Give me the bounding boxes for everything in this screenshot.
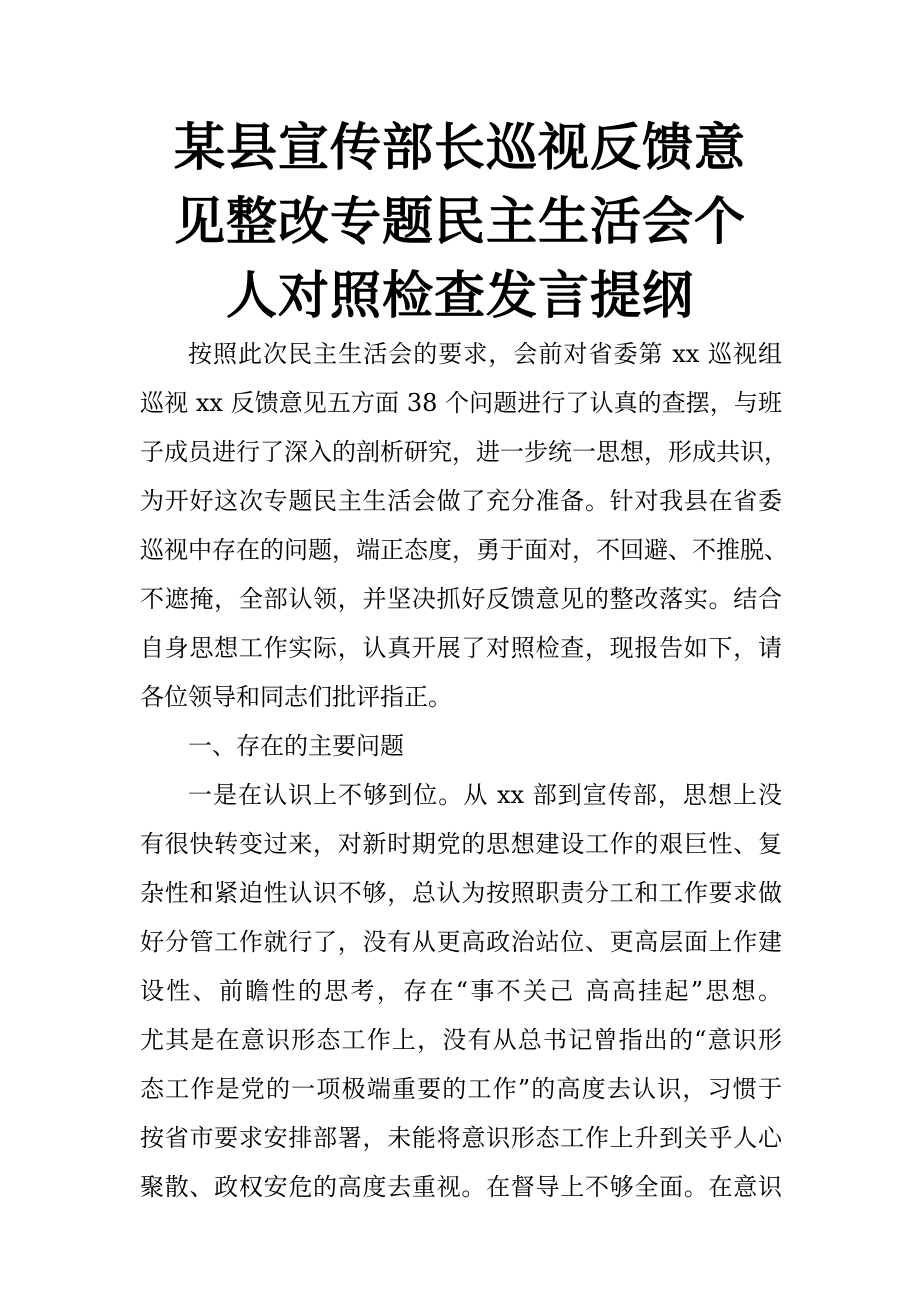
section-paragraph	[140, 771, 782, 1212]
text-line: 尤其是在意识形态工作上，没有从总书记曾指出的“意识形	[140, 1026, 782, 1054]
text-line: 为开好这次专题民主生活会做了充分准备。针对我县在省委	[140, 487, 782, 515]
title-line: 见整改专题民主生活会个	[173, 193, 746, 252]
text-line: 巡视中存在的问题，端正态度，勇于面对，不回避、不推脱、	[140, 536, 788, 564]
text-line: 好分管工作就行了，没有从更高政治站位、更高层面上作建	[140, 928, 782, 956]
text-line: 聚散、政权安危的高度去重视。在督导上不够全面。在意识	[140, 1173, 782, 1201]
section-heading	[140, 722, 782, 771]
text-line: 自身思想工作实际，认真开展了对照检查，现报告如下，请	[140, 634, 782, 662]
text-line: 不遮掩，全部认领，并坚决抓好反馈意见的整改落实。结合	[140, 585, 782, 613]
text-line: 杂性和紧迫性认识不够，总认为按照职责分工和工作要求做	[140, 879, 782, 907]
intro-paragraph	[140, 330, 788, 722]
text-line: 态工作是党的一项极端重要的工作”的高度去认识，习惯于	[140, 1075, 782, 1103]
text-line: 子成员进行了深入的剖析研究，进一步统一思想，形成共识，	[140, 438, 788, 466]
text-line: 设性、前瞻性的思考，存在“事不关己 高高挂起”思想。	[140, 977, 782, 1005]
title-line: 人对照检查发言提纲	[225, 267, 694, 326]
text-line: 有很快转变过来，对新时期党的思想建设工作的艰巨性、复	[140, 830, 782, 858]
section-heading-text: 一、存在的主要问题	[188, 732, 404, 760]
text-line: 各位领导和同志们批评指正。	[140, 683, 452, 711]
document-body	[140, 330, 788, 1212]
title-line: 某县宣传部长巡视反馈意	[173, 119, 746, 178]
text-line: 按省市要求安排部署，未能将意识形态工作上升到关乎人心	[140, 1124, 782, 1152]
text-line: 按照此次民主生活会的要求，会前对省委第 xx 巡视组	[188, 340, 782, 368]
text-line: 巡视 xx 反馈意见五方面 38 个问题进行了认真的查摆，与班	[140, 389, 782, 417]
text-line: 一是在认识上不够到位。从 xx 部到宣传部，思想上没	[188, 781, 782, 809]
document-title	[110, 112, 810, 334]
